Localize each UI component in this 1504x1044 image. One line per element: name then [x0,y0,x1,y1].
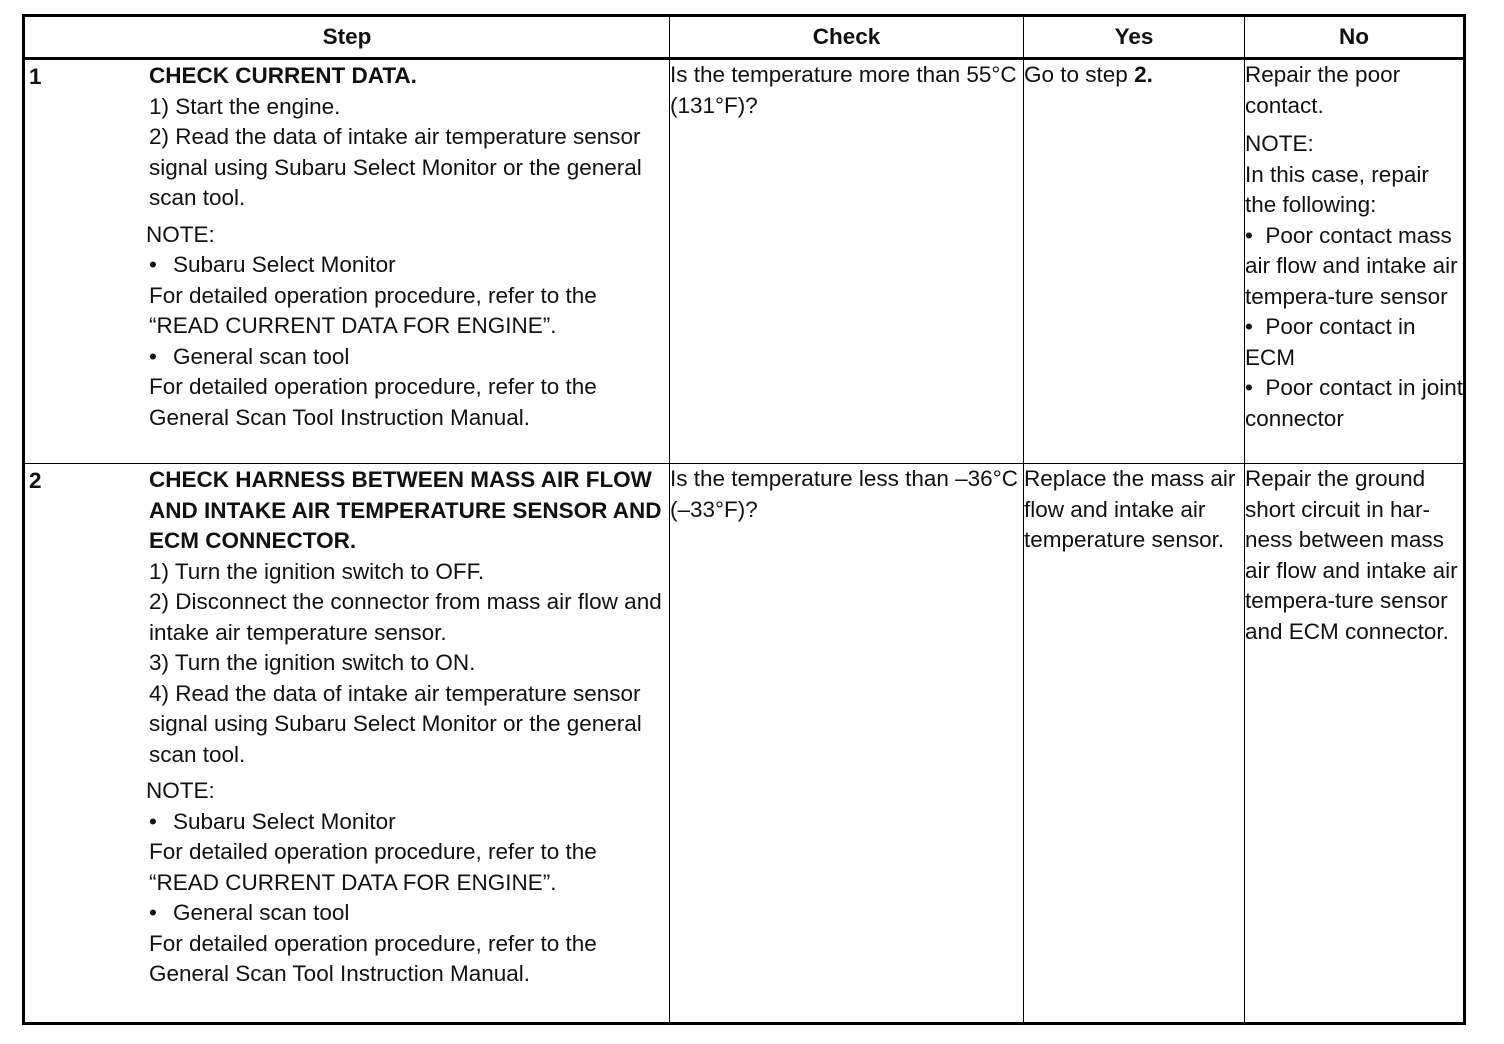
bullet-icon: • [1245,222,1266,248]
step-number: 1 [29,64,42,89]
note-detail: For detailed operation procedure, refer to the “READ CURRENT DATA FOR ENGINE”. [149,839,597,895]
no-note-item [1245,373,1463,434]
note-bullet [149,250,665,281]
step-body [146,464,669,996]
header-check: Check [670,16,1024,59]
no-note-item-text: Poor contact in ECM [1245,314,1416,370]
note-bullet-text: General scan tool [173,900,350,925]
no-note-label: NOTE: [1245,131,1314,156]
note-label: NOTE: [146,221,215,247]
instruction: 3) Turn the ignition switch to ON. [149,650,476,675]
table-row [24,464,1465,1024]
diagnostic-table [22,14,1466,1025]
yes-cell: Replace the mass air flow and intake air temperature sensor. [1024,464,1245,1024]
bullet-icon: • [149,900,157,925]
yes-step-ref: 2. [1134,62,1153,87]
note-bullet [149,898,665,929]
bullet-icon: • [149,343,157,369]
bullet-icon: • [149,252,157,277]
header-no: No [1245,16,1465,59]
note-bullet-text: General scan tool [173,343,350,369]
step-title: CHECK CURRENT DATA. [149,63,417,88]
no-cell [1245,59,1465,464]
no-cell: Repair the ground short circuit in har-ness between mass air flow and intake air tempera-ture sensor and ECM connector. [1245,464,1465,1024]
note-bullet [149,342,665,373]
check-cell: Is the temperature more than 55°C (131°F)? [670,59,1024,464]
note-bullet-text: Subaru Select Monitor [173,252,396,277]
bullet-icon: • [1245,375,1266,400]
instruction: 2) Read the data of intake air temperature sensor signal using Subaru Select Monitor or the general scan tool. [149,124,642,210]
no-note-intro: In this case, repair the following: [1245,161,1429,217]
step-cell [24,59,670,464]
note-detail: For detailed operation procedure, refer to the General Scan Tool Instruction Manual. [149,374,597,430]
step-title: CHECK HARNESS BETWEEN MASS AIR FLOW AND INTAKE AIR TEMPERATURE SENSOR AND ECM CONNECTOR. [149,467,662,553]
step-body [146,60,669,439]
instruction: 1) Start the engine. [149,93,341,119]
header-yes: Yes [1024,16,1245,59]
no-text: Repair the poor contact. [1245,62,1401,118]
bullet-icon: • [149,808,157,834]
no-note-item [1245,312,1463,373]
instruction: 2) Disconnect the connector from mass air flow and intake air temperature sensor. [149,589,662,645]
header-row [24,16,1465,59]
no-note-item-text: Poor contact in joint connector [1245,375,1464,431]
note-detail: For detailed operation procedure, refer to the General Scan Tool Instruction Manual. [149,930,597,986]
instruction: 4) Read the data of intake air temperature sensor signal using Subaru Select Monitor or the general scan tool. [149,680,642,767]
check-cell: Is the temperature less than –36°C (–33°F)? [670,464,1024,1024]
note-bullet [149,807,665,838]
instruction: 1) Turn the ignition switch to OFF. [149,558,485,584]
no-note-item-text: Poor contact mass air flow and intake air tempera-ture sensor [1245,222,1458,309]
note-detail: For detailed operation procedure, refer to the “READ CURRENT DATA FOR ENGINE”. [149,282,597,338]
note-bullet-text: Subaru Select Monitor [173,808,396,834]
table-row [24,59,1465,464]
bullet-icon: • [1245,314,1266,339]
yes-cell [1024,59,1245,464]
yes-prefix: Go to step [1024,62,1135,87]
step-number: 2 [29,468,42,493]
header-step: Step [24,16,670,59]
no-note-item [1245,221,1463,313]
step-cell [24,464,670,1024]
note-label: NOTE: [146,778,215,803]
